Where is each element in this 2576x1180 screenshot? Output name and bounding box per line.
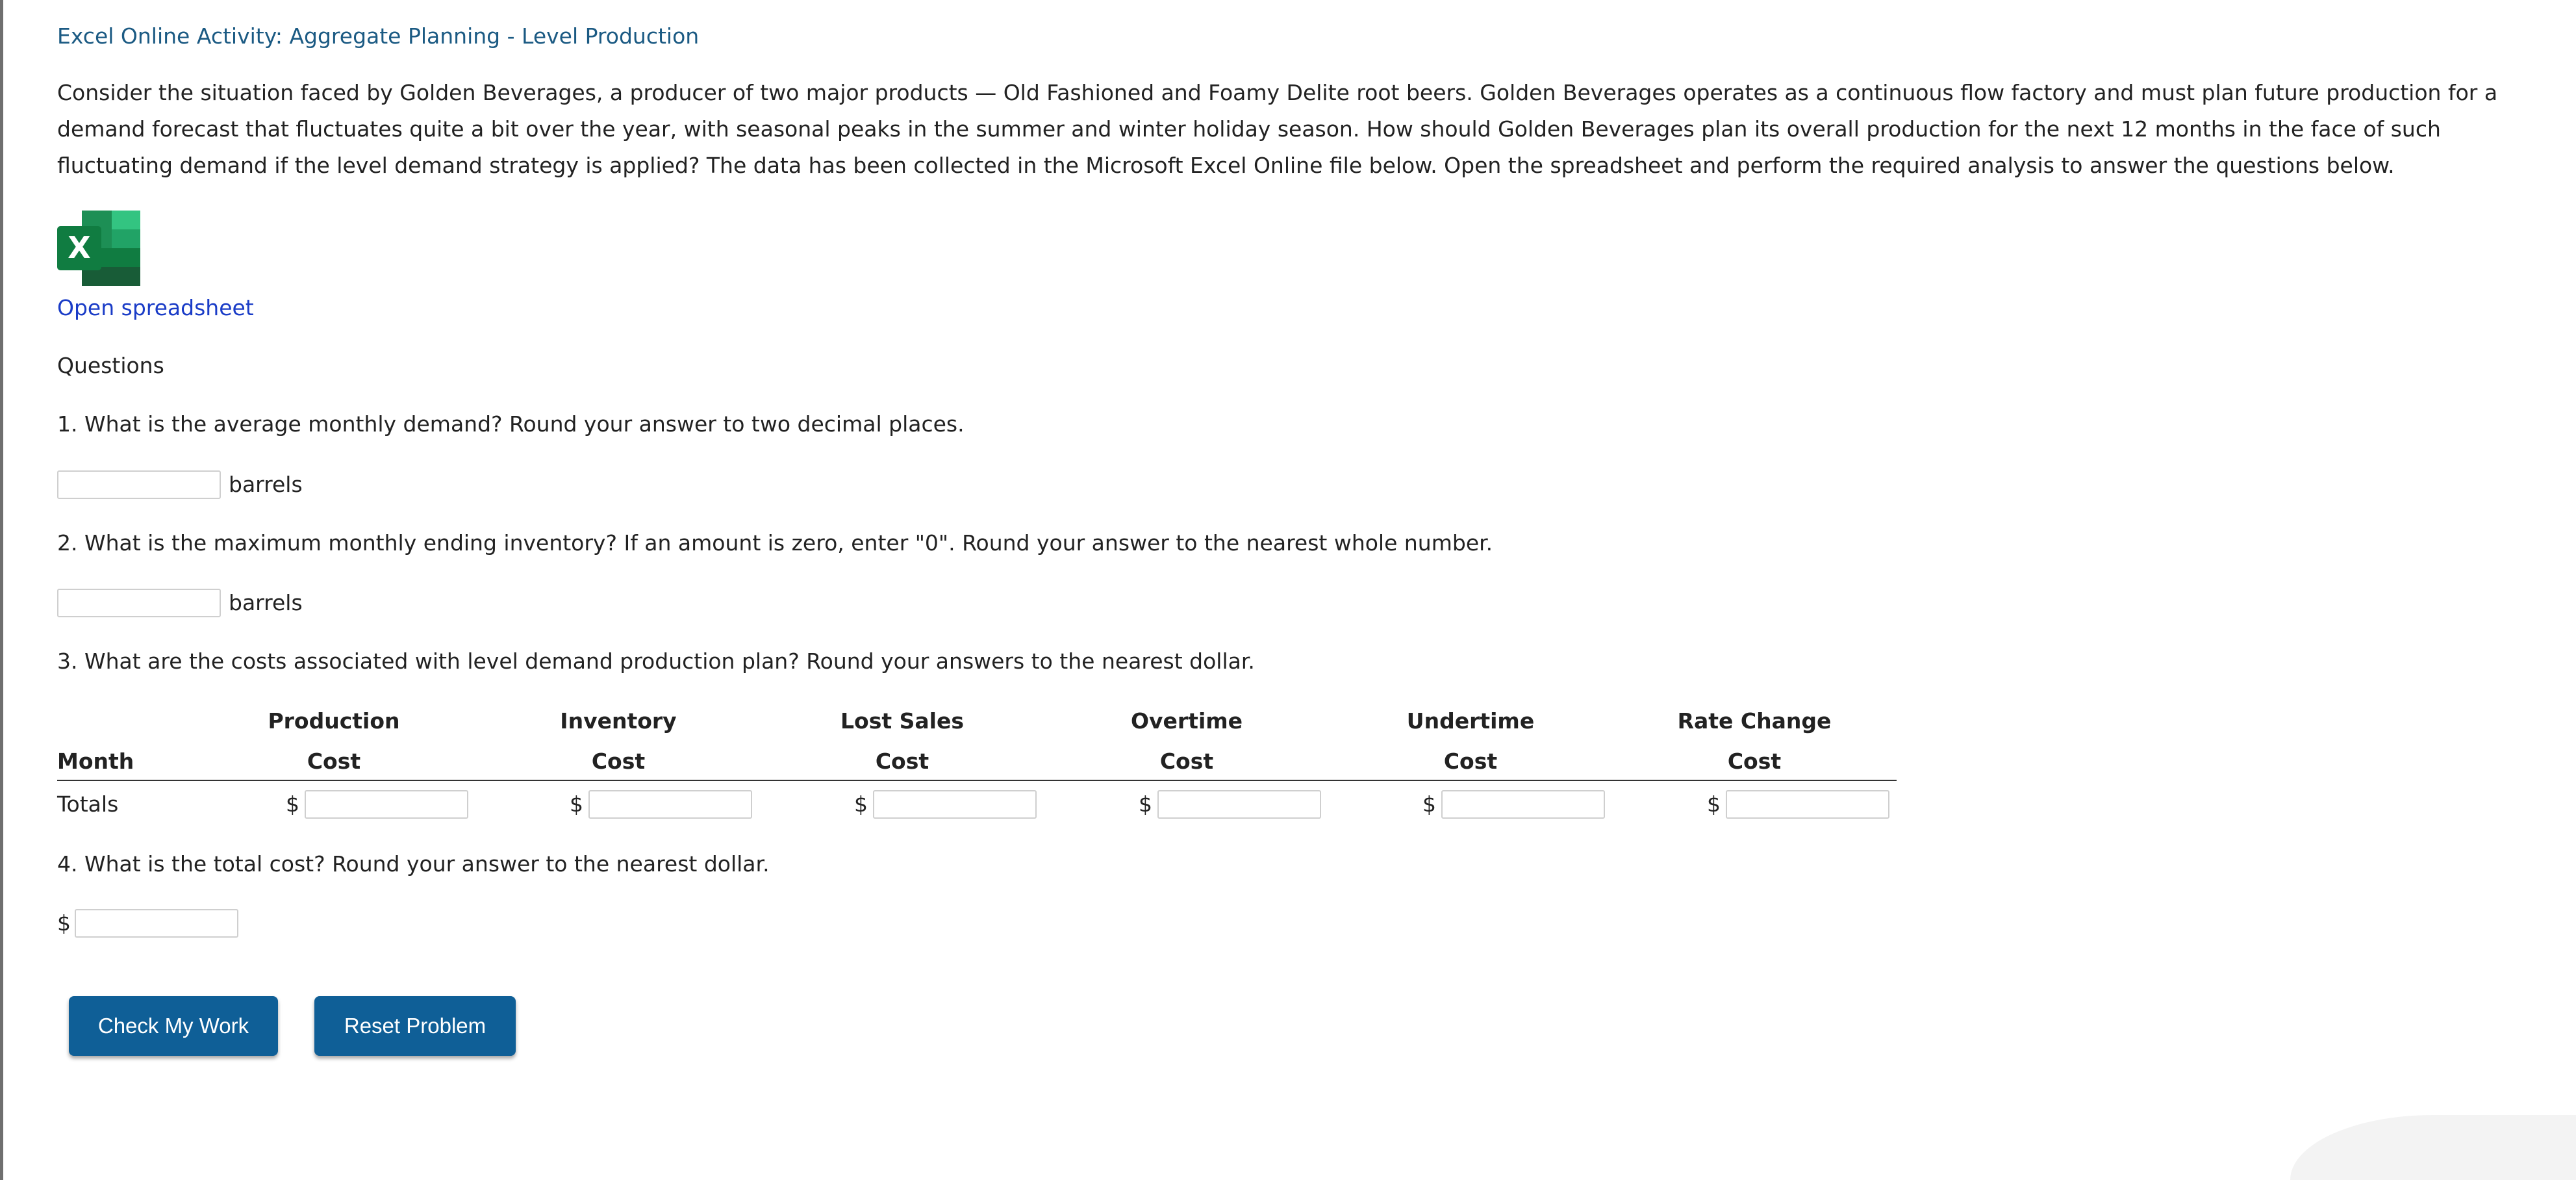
col-header-undertime-line2: Cost bbox=[1443, 749, 1498, 774]
col-header-lost-sales-line1: Lost Sales bbox=[840, 708, 964, 734]
lost-sales-cost-input[interactable] bbox=[873, 790, 1037, 819]
col-header-overtime-line2: Cost bbox=[1159, 749, 1214, 774]
rate-change-cost-input[interactable] bbox=[1726, 790, 1889, 819]
total-cost-input[interactable] bbox=[75, 909, 238, 938]
average-demand-input[interactable] bbox=[57, 470, 221, 499]
overtime-cost-cell bbox=[1139, 786, 1321, 823]
table-header-divider bbox=[57, 780, 1897, 781]
question-4-answer-row bbox=[57, 905, 238, 942]
col-header-production-line1: Production bbox=[268, 708, 400, 734]
col-header-month: Month bbox=[57, 749, 134, 774]
overtime-cost-currency: $ bbox=[1139, 791, 1152, 817]
reset-problem-button[interactable]: Reset Problem bbox=[314, 996, 516, 1056]
excel-icon[interactable] bbox=[57, 209, 142, 287]
open-spreadsheet-link[interactable]: Open spreadsheet bbox=[57, 295, 254, 320]
col-header-overtime-line1: Overtime bbox=[1130, 708, 1243, 734]
undertime-cost-input[interactable] bbox=[1441, 790, 1605, 819]
check-my-work-button[interactable]: Check My Work bbox=[69, 996, 278, 1056]
rate-change-cost-cell bbox=[1707, 786, 1889, 823]
col-header-production-line2: Cost bbox=[307, 749, 361, 774]
col-header-lost-sales-line2: Cost bbox=[875, 749, 929, 774]
question-4-text: 4. What is the total cost? Round your answer to the nearest dollar. bbox=[57, 851, 770, 877]
total-cost-currency: $ bbox=[57, 910, 71, 936]
col-header-rate-change-line2: Cost bbox=[1727, 749, 1782, 774]
questions-heading: Questions bbox=[57, 353, 164, 378]
max-ending-inventory-input[interactable] bbox=[57, 589, 221, 617]
rate-change-cost-currency: $ bbox=[1707, 791, 1721, 817]
window-left-border bbox=[0, 0, 3, 1180]
col-header-undertime-line1: Undertime bbox=[1406, 708, 1535, 734]
lost-sales-cost-cell bbox=[854, 786, 1037, 823]
inventory-cost-currency: $ bbox=[570, 791, 583, 817]
inventory-cost-cell bbox=[570, 786, 752, 823]
production-cost-currency: $ bbox=[286, 791, 299, 817]
question-1-text: 1. What is the average monthly demand? Round your answer to two decimal places. bbox=[57, 411, 965, 437]
col-header-inventory-line2: Cost bbox=[591, 749, 646, 774]
question-3-text: 3. What are the costs associated with level demand production plan? Round your answers to the nearest dollar. bbox=[57, 648, 1255, 674]
question-2-text: 2. What is the maximum monthly ending inventory? If an amount is zero, enter "0". Round your answer to the nearest whole number. bbox=[57, 530, 1493, 556]
excel-icon-letter: X bbox=[68, 230, 91, 265]
question-1-answer-row bbox=[57, 467, 303, 503]
undertime-cost-cell bbox=[1422, 786, 1605, 823]
lost-sales-cost-currency: $ bbox=[854, 791, 868, 817]
production-cost-input[interactable] bbox=[305, 790, 468, 819]
intro-paragraph: Consider the situation faced by Golden Beverages, a producer of two major products — Old Fashioned and Foamy Delite root beers. Golden Beverages operates as a continuous flow factory and must plan future production for a demand forecast that fluctuates quite a bit over the year, with seasonal peaks in the summer and winter holiday season. How should Golden Beverages plan its overall production for the next 12 months in the face of such fluctuating demand if the level demand strategy is applied? The data has been collected in the Microsoft Excel Online file below. Open the spreadsheet and perform the required analysis to answer the questions below. bbox=[57, 80, 2498, 178]
totals-row-label: Totals bbox=[57, 791, 119, 817]
overtime-cost-input[interactable] bbox=[1157, 790, 1321, 819]
inventory-cost-input[interactable] bbox=[588, 790, 752, 819]
production-cost-cell bbox=[286, 786, 468, 823]
corner-decoration bbox=[2290, 1115, 2576, 1180]
question-1-unit: barrels bbox=[229, 472, 303, 497]
col-header-inventory-line1: Inventory bbox=[560, 708, 677, 734]
undertime-cost-currency: $ bbox=[1422, 791, 1436, 817]
question-2-answer-row bbox=[57, 585, 303, 621]
page-title: Excel Online Activity: Aggregate Planning - Level Production bbox=[57, 23, 700, 49]
question-2-unit: barrels bbox=[229, 590, 303, 615]
col-header-rate-change-line1: Rate Change bbox=[1677, 708, 1832, 734]
